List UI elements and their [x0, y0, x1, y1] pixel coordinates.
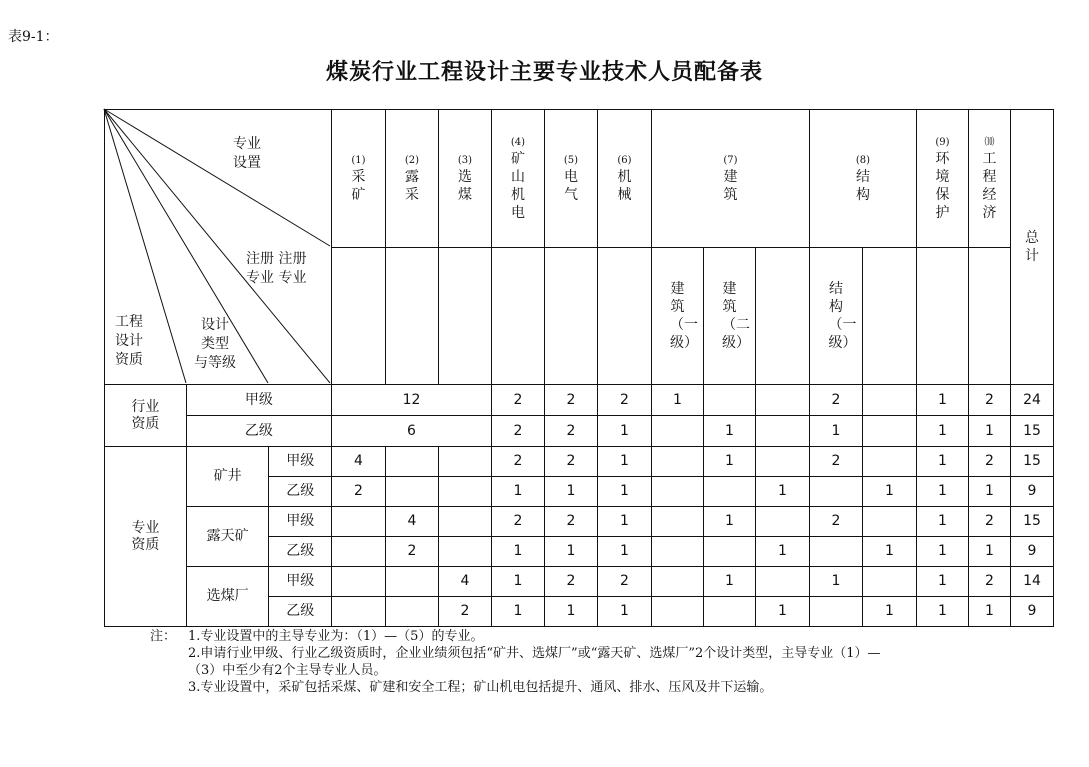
data-cell: 2: [545, 507, 598, 537]
data-cell: [332, 537, 386, 567]
staffing-table: [104, 109, 1054, 627]
data-cell: 1: [704, 447, 756, 477]
data-cell: [704, 597, 756, 627]
data-cell: [332, 567, 386, 597]
data-cell: 2: [545, 416, 598, 447]
column-header-1: (1) 采矿: [332, 110, 386, 248]
corner-qualification-text-2: 设计: [115, 333, 143, 349]
data-cell: [863, 385, 917, 416]
data-cell: [863, 567, 917, 597]
corner-registered-specialty-text: 专业 专业: [246, 270, 307, 286]
data-cell: 2: [969, 507, 1011, 537]
data-cell: 1: [917, 567, 969, 597]
data-cell: 1: [969, 537, 1011, 567]
total-cell: 15: [1011, 507, 1054, 537]
data-cell: 1: [756, 597, 810, 627]
table-row: [105, 567, 1054, 597]
column-header-8: (8) 结构: [810, 110, 917, 248]
corner-specialty-text: 专业: [233, 136, 261, 152]
data-cell: 2: [492, 507, 545, 537]
table-label: 表9-1：: [8, 29, 59, 45]
corner-registered-text: 注册 注册: [246, 251, 307, 267]
total-header: 总计: [1011, 110, 1054, 385]
note-2: 2.申请行业甲级、行业乙级资质时，企业业绩须包括“矿井、选煤厂”或“露天矿、选煤厂”2个设计类型，主导专业（1）—: [188, 646, 881, 661]
data-cell: 1: [756, 537, 810, 567]
grade-cell: 乙级: [186, 416, 331, 447]
data-cell: 1: [545, 477, 598, 507]
data-cell: [386, 567, 439, 597]
data-cell: 1: [917, 477, 969, 507]
data-cell: [652, 537, 704, 567]
data-cell: [439, 507, 492, 537]
data-cell: 2: [332, 477, 386, 507]
corner-qualification-text-3: 资质: [115, 352, 143, 368]
grade-cell: 甲级: [269, 567, 332, 597]
data-cell: 1: [598, 416, 652, 447]
data-cell: [386, 477, 439, 507]
data-cell: [756, 416, 810, 447]
data-cell: [810, 597, 863, 627]
design-type-cell: 选煤厂: [186, 567, 269, 627]
data-cell: [756, 385, 810, 416]
data-cell: [704, 477, 756, 507]
industry-qualification-label: 行业资质: [105, 385, 187, 447]
column-header-4: (4) 矿山机电: [492, 110, 545, 248]
data-cell: [439, 537, 492, 567]
data-cell: 4: [332, 447, 386, 477]
registered-struct-grade1: 结构（一级）: [810, 247, 863, 385]
table-row: [105, 385, 1054, 416]
corner-design-type-text-1: 设计: [201, 317, 229, 333]
column-header-6: (6) 机械: [598, 110, 652, 248]
data-cell: [652, 447, 704, 477]
data-cell: 1: [810, 567, 863, 597]
total-cell: 9: [1011, 597, 1054, 627]
design-type-cell: 露天矿: [186, 507, 269, 567]
data-cell: 12: [332, 385, 492, 416]
table-row: [105, 416, 1054, 447]
data-cell: 2: [969, 385, 1011, 416]
data-cell: [652, 507, 704, 537]
data-cell: 1: [969, 597, 1011, 627]
data-cell: 2: [969, 447, 1011, 477]
data-cell: 4: [439, 567, 492, 597]
data-cell: 1: [492, 567, 545, 597]
table-row: [105, 447, 1054, 477]
grade-cell: 乙级: [269, 597, 332, 627]
data-cell: 2: [386, 537, 439, 567]
data-cell: [652, 416, 704, 447]
data-cell: [863, 507, 917, 537]
data-cell: 1: [492, 477, 545, 507]
corner-header-cell: [105, 110, 332, 385]
notes-prefix: 注：: [150, 629, 177, 644]
data-cell: 1: [598, 537, 652, 567]
data-cell: 4: [386, 507, 439, 537]
column-header-3: (3) 选煤: [439, 110, 492, 248]
data-cell: 1: [492, 597, 545, 627]
data-cell: 1: [863, 597, 917, 627]
data-cell: [704, 537, 756, 567]
data-cell: 1: [598, 477, 652, 507]
data-cell: 2: [810, 447, 863, 477]
data-cell: 1: [704, 567, 756, 597]
data-cell: 2: [810, 507, 863, 537]
data-cell: 2: [598, 567, 652, 597]
data-cell: 2: [545, 447, 598, 477]
grade-cell: 甲级: [269, 447, 332, 477]
data-cell: 1: [756, 477, 810, 507]
data-cell: 1: [863, 537, 917, 567]
corner-qualification-text-1: 工程: [115, 314, 143, 330]
corner-design-type-text-3: 与等级: [194, 355, 236, 371]
total-cell: 15: [1011, 447, 1054, 477]
column-header-2: (2) 露采: [386, 110, 439, 248]
data-cell: 1: [917, 537, 969, 567]
data-cell: [810, 537, 863, 567]
column-header-5: (5) 电气: [545, 110, 598, 248]
note-2-continued: （3）中至少有2个主导专业人员。: [188, 663, 387, 678]
data-cell: 1: [863, 477, 917, 507]
grade-cell: 甲级: [186, 385, 331, 416]
corner-setting-text: 设置: [233, 155, 261, 171]
data-cell: [332, 597, 386, 627]
data-cell: 1: [917, 385, 969, 416]
table-row: [105, 507, 1054, 537]
data-cell: [386, 597, 439, 627]
total-cell: 9: [1011, 477, 1054, 507]
data-cell: [863, 416, 917, 447]
corner-design-type-text-2: 类型: [201, 336, 229, 352]
footnotes: [150, 628, 881, 696]
data-cell: 1: [545, 597, 598, 627]
data-cell: 1: [810, 416, 863, 447]
data-cell: [704, 385, 756, 416]
data-cell: [756, 507, 810, 537]
data-cell: 1: [652, 385, 704, 416]
specialty-qualification-label: 专业资质: [105, 447, 187, 627]
data-cell: 1: [917, 416, 969, 447]
data-cell: [652, 597, 704, 627]
grade-cell: 乙级: [269, 537, 332, 567]
data-cell: [810, 477, 863, 507]
data-cell: 2: [969, 567, 1011, 597]
data-cell: 2: [492, 385, 545, 416]
note-1: 1.专业设置中的主导专业为：（1）—（5）的专业。: [188, 629, 484, 644]
data-cell: [439, 447, 492, 477]
column-header-10: ⑽ 工程经济: [969, 110, 1011, 248]
note-3: 3.专业设置中，采矿包括采煤、矿建和安全工程；矿山机电包括提升、通风、排水、压风及井下运输。: [188, 680, 773, 695]
data-cell: 2: [598, 385, 652, 416]
column-header-7: (7) 建筑: [652, 110, 810, 248]
data-cell: 1: [492, 537, 545, 567]
data-cell: 1: [704, 507, 756, 537]
grade-cell: 甲级: [269, 507, 332, 537]
data-cell: [756, 567, 810, 597]
design-type-cell: 矿井: [186, 447, 269, 507]
data-cell: [652, 567, 704, 597]
data-cell: [439, 477, 492, 507]
data-cell: 1: [598, 507, 652, 537]
data-cell: 1: [969, 477, 1011, 507]
data-cell: 2: [545, 385, 598, 416]
data-cell: 2: [492, 447, 545, 477]
data-cell: 1: [545, 537, 598, 567]
data-cell: 1: [704, 416, 756, 447]
data-cell: 2: [810, 385, 863, 416]
grade-cell: 乙级: [269, 477, 332, 507]
data-cell: 1: [598, 447, 652, 477]
data-cell: [386, 447, 439, 477]
registered-arch-grade2: 建筑（二级）: [704, 247, 756, 385]
data-cell: 1: [969, 416, 1011, 447]
total-cell: 14: [1011, 567, 1054, 597]
data-cell: 1: [917, 507, 969, 537]
total-cell: 9: [1011, 537, 1054, 567]
data-cell: [863, 447, 917, 477]
data-cell: [652, 477, 704, 507]
total-cell: 15: [1011, 416, 1054, 447]
data-cell: 2: [545, 567, 598, 597]
data-cell: 1: [917, 447, 969, 477]
data-cell: 2: [439, 597, 492, 627]
data-cell: [332, 507, 386, 537]
data-cell: 2: [492, 416, 545, 447]
data-cell: 6: [332, 416, 492, 447]
page-title: 煤炭行业工程设计主要专业技术人员配备表: [325, 60, 763, 85]
data-cell: 1: [598, 597, 652, 627]
registered-arch-grade1: 建筑（一级）: [652, 247, 704, 385]
data-cell: 1: [917, 597, 969, 627]
column-header-9: (9) 环境保护: [917, 110, 969, 248]
data-cell: [756, 447, 810, 477]
total-cell: 24: [1011, 385, 1054, 416]
